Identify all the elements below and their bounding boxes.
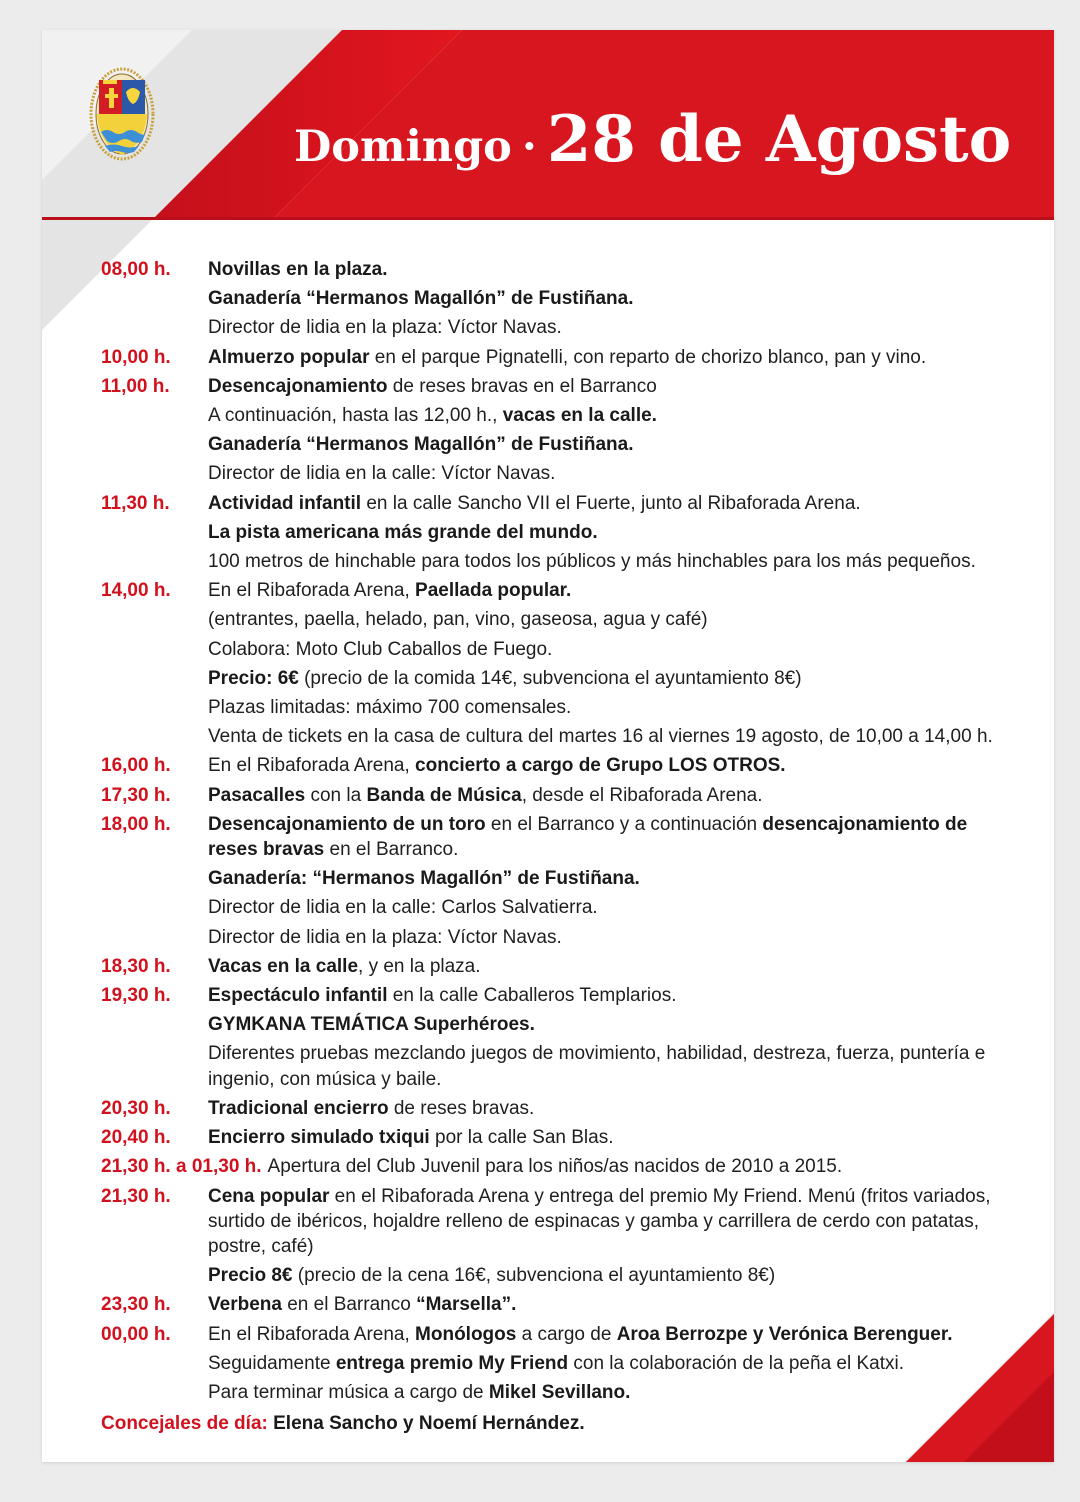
schedule-row — [101, 753, 1001, 778]
schedule-row — [101, 257, 1001, 282]
schedule-row — [101, 1380, 1001, 1405]
schedule-time: 08,00 h. — [101, 259, 171, 280]
program-page — [42, 30, 1054, 1462]
schedule-row — [101, 578, 1001, 603]
schedule-row — [101, 695, 1001, 720]
schedule-row — [101, 724, 1001, 749]
schedule-description: Pasacalles con la Banda de Música, desde el Ribaforada Arena. — [208, 784, 763, 806]
councillors-names: Elena Sancho y Noemí Hernández. — [273, 1413, 585, 1434]
schedule-row — [101, 783, 1001, 808]
schedule-description: GYMKANA TEMÁTICA Superhéroes. — [208, 1014, 535, 1036]
municipal-coat-of-arms-icon — [89, 66, 155, 162]
schedule-time: 20,30 h. — [101, 1097, 171, 1119]
schedule-description: Ganadería: “Hermanos Magallón” de Fustiñana. — [208, 868, 640, 890]
schedule-row — [101, 491, 1001, 516]
schedule-time: 21,30 h. a 01,30 h. — [101, 1156, 262, 1178]
schedule-row — [101, 1154, 1001, 1179]
schedule-description: Seguidamente entrega premio My Friend con la colaboración de la peña el Katxi. — [208, 1352, 904, 1374]
schedule-row — [101, 403, 1001, 428]
schedule-description: Director de lidia en la plaza: Víctor Navas. — [208, 926, 562, 948]
schedule-row — [101, 666, 1001, 691]
schedule-row — [101, 1041, 1001, 1091]
schedule-description: Para terminar música a cargo de Mikel Sevillano. — [208, 1381, 631, 1403]
schedule-description: Tradicional encierro de reses bravas. — [208, 1097, 535, 1119]
schedule-time: 19,30 h. — [101, 985, 171, 1007]
schedule-row — [101, 286, 1001, 311]
schedule-time: 20,40 h. — [101, 1127, 171, 1149]
schedule-description: Precio 8€ (precio de la cena 16€, subvenciona el ayuntamiento 8€) — [208, 1265, 776, 1287]
schedule-description: Director de lidia en la calle: Carlos Salvatierra. — [208, 897, 598, 919]
schedule-time: 11,00 h. — [101, 375, 170, 397]
schedule-row — [101, 1351, 1001, 1376]
schedule-description: Apertura del Club Juvenil para los niños/as nacidos de 2010 a 2015. — [267, 1156, 843, 1178]
schedule-row — [101, 866, 1001, 891]
schedule-description: Vacas en la calle, y en la plaza. — [208, 955, 481, 977]
schedule-description: (entrantes, paella, helado, pan, vino, gaseosa, agua y café) — [208, 609, 708, 631]
schedule-description: Actividad infantil en la calle Sancho VII el Fuerte, junto al Ribaforada Arena. — [208, 492, 861, 514]
schedule-row — [101, 374, 1001, 399]
schedule-row — [101, 983, 1001, 1008]
schedule-description: Encierro simulado txiqui por la calle San Blas. — [208, 1127, 614, 1149]
schedule-description: Plazas limitadas: máximo 700 comensales. — [208, 697, 572, 719]
schedule-row — [101, 954, 1001, 979]
schedule-row — [101, 607, 1001, 632]
schedule-description: Espectáculo infantil en la calle Caballeros Templarios. — [208, 985, 677, 1007]
schedule-description: Colabora: Moto Club Caballos de Fuego. — [208, 638, 553, 660]
schedule-description: Precio: 6€ (precio de la comida 14€, subvenciona el ayuntamiento 8€) — [208, 667, 802, 689]
schedule-time: 18,30 h. — [101, 955, 171, 977]
schedule-description: Verbena en el Barranco “Marsella”. — [208, 1294, 517, 1316]
schedule-description: Almuerzo popular en el parque Pignatelli, con reparto de chorizo blanco, pan y vino. — [208, 346, 927, 368]
schedule-row — [101, 345, 1001, 370]
schedule-description: En el Ribaforada Arena, Paellada popular. — [208, 580, 572, 602]
schedule-row — [101, 1322, 1001, 1347]
schedule-row — [101, 1263, 1001, 1288]
corner-accent-bottom-right — [904, 1312, 1054, 1462]
schedule-row — [101, 1096, 1001, 1121]
schedule-time: 16,00 h. — [101, 755, 171, 777]
title-day: Domingo — [294, 122, 512, 172]
schedule-description: Desencajonamiento de un toro en el Barranco y a continuación desencajonamiento de reses bravas en el Barranco. — [208, 813, 968, 861]
schedule-row — [101, 812, 1001, 862]
schedule-description: La pista americana más grande del mundo. — [208, 521, 598, 543]
schedule-description: 100 metros de hinchable para todos los públicos y más hinchables para los más pequeños. — [208, 551, 976, 573]
schedule-description: A continuación, hasta las 12,00 h., vacas en la calle. — [208, 405, 657, 427]
schedule-description: Cena popular en el Ribaforada Arena y entrega del premio My Friend. Menú (fritos variados, surtido de ibéricos, hojaldre relleno de espinacas y gamba y carrillera de cerdo con patatas, postre, café) — [208, 1185, 991, 1257]
schedule-list — [101, 253, 1001, 1405]
schedule-row — [101, 1184, 1001, 1260]
footer-councillors — [101, 1411, 585, 1436]
schedule-row — [101, 637, 1001, 662]
schedule-description: Ganadería “Hermanos Magallón” de Fustiñana. — [208, 434, 634, 456]
schedule-time: 00,00 h. — [101, 1323, 171, 1345]
schedule-description: Venta de tickets en la casa de cultura del martes 16 al viernes 19 agosto, de 10,00 a 14,00 h. — [208, 726, 993, 748]
schedule-description: Director de lidia en la calle: Víctor Navas. — [208, 463, 556, 485]
schedule-description: Diferentes pruebas mezclando juegos de movimiento, habilidad, destreza, fuerza, puntería e ingenio, con música y baile. — [208, 1043, 986, 1090]
schedule-description: Director de lidia en la plaza: Víctor Navas. — [208, 317, 562, 339]
schedule-row — [101, 315, 1001, 340]
title-date: 28 de Agosto — [546, 102, 1012, 177]
schedule-description: En el Ribaforada Arena, Monólogos a cargo de Aroa Berrozpe y Verónica Berenguer. — [208, 1323, 953, 1345]
schedule-time: 17,30 h. — [101, 784, 171, 806]
schedule-description: En el Ribaforada Arena, concierto a cargo de Grupo LOS OTROS. — [208, 755, 786, 777]
schedule-row — [101, 461, 1001, 486]
schedule-time: 21,30 h. — [101, 1185, 171, 1207]
schedule-time: 18,00 h. — [101, 813, 171, 835]
schedule-row — [101, 1125, 1001, 1150]
schedule-row — [101, 1012, 1001, 1037]
title-separator: · — [521, 122, 537, 172]
schedule-description: Ganadería “Hermanos Magallón” de Fustiñana. — [208, 288, 634, 310]
schedule-time: 10,00 h. — [101, 346, 171, 368]
schedule-row — [101, 432, 1001, 457]
schedule-row — [101, 549, 1001, 574]
schedule-time: 11,30 h. — [101, 492, 170, 514]
councillors-label: Concejales de día: — [101, 1413, 268, 1434]
schedule-description: Desencajonamiento de reses bravas en el Barranco — [208, 375, 657, 397]
schedule-row — [101, 925, 1001, 950]
schedule-description: Novillas en la plaza. — [208, 259, 388, 280]
schedule-row — [101, 520, 1001, 545]
schedule-row — [101, 895, 1001, 920]
schedule-time: 23,30 h. — [101, 1294, 171, 1316]
schedule-time: 14,00 h. — [101, 580, 171, 602]
schedule-row — [101, 1292, 1001, 1317]
page-title — [294, 102, 1034, 177]
